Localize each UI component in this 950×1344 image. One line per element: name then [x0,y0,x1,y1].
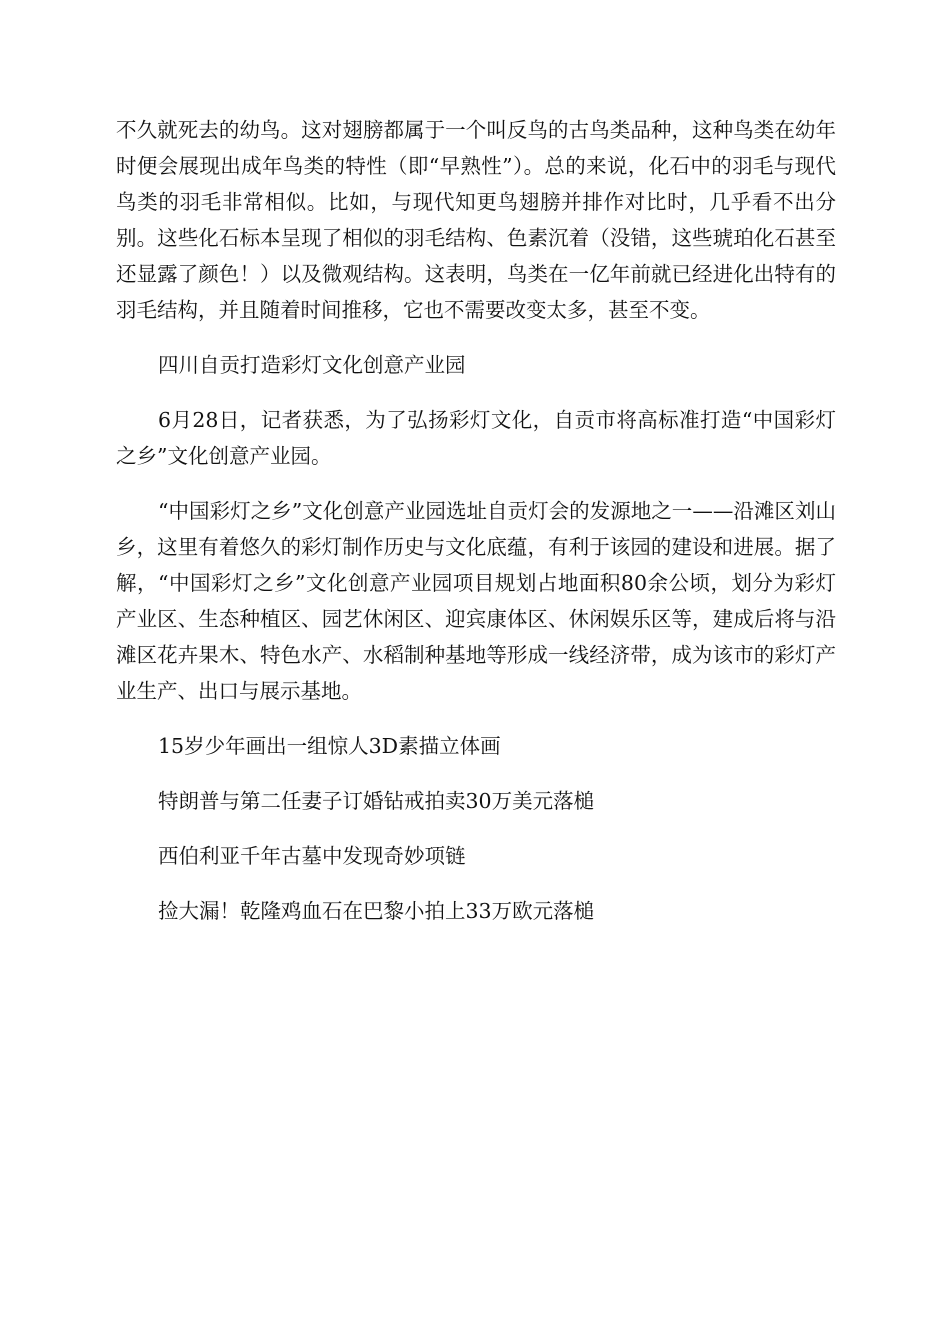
paragraph-lantern-news-lead: 6月28日，记者获悉，为了弘扬彩灯文化，自贡市将高标准打造“中国彩灯之乡”文化创意产业园。 [116,408,836,468]
document-page [116,112,836,929]
paragraph-lantern-park-details: “中国彩灯之乡”文化创意产业园选址自贡灯会的发源地之一——沿滩区刘山乡，这里有着悠久的彩灯制作历史与文化底蕴，有利于该园的建设和进展。据了解，“中国彩灯之乡”文化创意产业园项目规划占地面积80余公顷，划分为彩灯产业区、生态种植区、园艺休闲区、迎宾康体区、休闲娱乐区等，建成后将与沿滩区花卉果木、特色水产、水稻制种基地等形成一线经济带，成为该市的彩灯产业生产、出口与展示基地。 [116,499,836,703]
headline-siberia-necklace: 西伯利亚千年古墓中发现奇妙项链 [158,844,466,868]
paragraph-fossil-feathers: 不久就死去的幼鸟。这对翅膀都属于一个叫反鸟的古鸟类品种，这种鸟类在幼年时便会展现出成年鸟类的特性（即“早熟性”）。总的来说，化石中的羽毛与现代鸟类的羽毛非常相似。比如，与现代知更鸟翅膀并排作对比时，几乎看不出分别。这些化石标本呈现了相似的羽毛结构、色素沉着（没错，这些琥珀化石甚至还显露了颜色！）以及微观结构。这表明，鸟类在一亿年前就已经进化出特有的羽毛结构，并且随着时间推移，它也不需要改变太多，甚至不变。 [116,118,836,322]
headline-3d-sketch: 15岁少年画出一组惊人3D素描立体画 [158,734,501,758]
headline-qianlong-stone: 捡大漏！乾隆鸡血石在巴黎小拍上33万欧元落槌 [158,899,595,923]
headline-lantern-park: 四川自贡打造彩灯文化创意产业园 [158,353,466,377]
headline-trump-ring: 特朗普与第二任妻子订婚钻戒拍卖30万美元落槌 [158,789,595,813]
